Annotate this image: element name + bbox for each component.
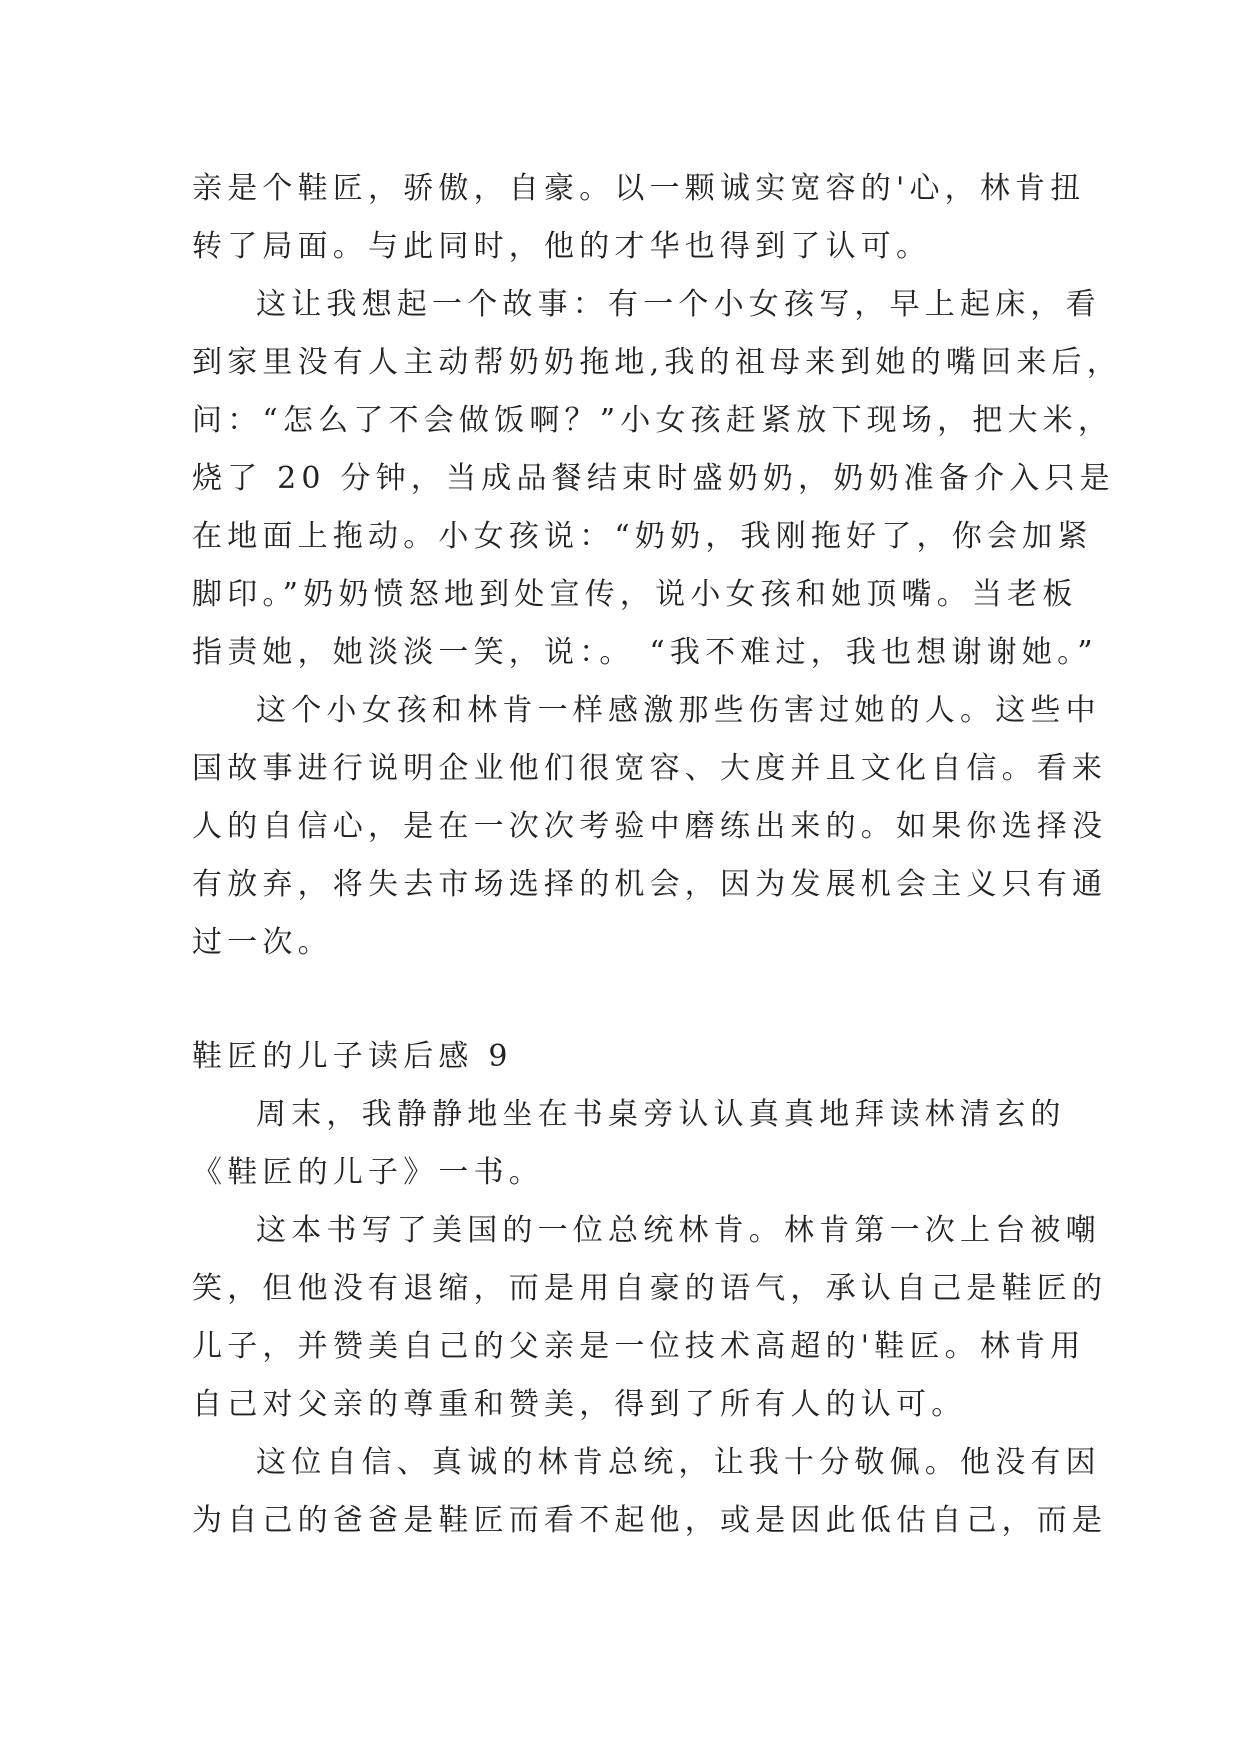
section-heading: 鞋匠的儿子读后感 9	[192, 1039, 513, 1074]
paragraph-line: 为自己的爸爸是鞋匠而看不起他，或是因此低估自己，而是	[192, 1503, 1108, 1538]
paragraph-line: 脚印。”奶奶愤怒地到处宣传，说小女孩和她顶嘴。当老板	[192, 577, 1078, 612]
paragraph-line: 烧了 20 分钟，当成品餐结束时盛奶奶，奶奶准备介入只是	[192, 461, 1115, 496]
paragraph-line: 问：“怎么了不会做饭啊？”小女孩赶紧放下现场，把大米，	[192, 403, 1114, 438]
paragraph-line: 亲是个鞋匠，骄傲，自豪。以一颗诚实宽容的'心，林肯扭	[192, 171, 1086, 206]
paragraph-line: 在地面上拖动。小女孩说：“奶奶，我刚拖好了，你会加紧	[192, 519, 1093, 554]
paragraph-line: 过一次。	[192, 925, 333, 960]
paragraph-line: 这本书写了美国的一位总统林肯。林肯第一次上台被嘲	[256, 1213, 1101, 1248]
paragraph-line: 人的自信心，是在一次次考验中磨练出来的。如果你选择没	[192, 809, 1108, 844]
paragraph-line: 儿子，并赞美自己的父亲是一位技术高超的'鞋匠。林肯用	[192, 1329, 1086, 1364]
paragraph-line: 周末，我静静地坐在书桌旁认认真真地拜读林清玄的	[256, 1097, 1066, 1132]
paragraph-line: 这让我想起一个故事：有一个小女孩写，早上起床，看	[256, 287, 1101, 322]
paragraph-line: 笑，但他没有退缩，而是用自豪的语气，承认自己是鞋匠的	[192, 1271, 1108, 1306]
paragraph-line: 有放弃，将失去市场选择的机会，因为发展机会主义只有通	[192, 867, 1108, 902]
paragraph-line: 指责她，她淡淡一笑，说：。 “我不难过，我也想谢谢她。”	[192, 635, 1098, 670]
paragraph-line: 这个小女孩和林肯一样感激那些伤害过她的人。这些中	[256, 693, 1101, 728]
paragraph-line: 《鞋匠的儿子》一书。	[192, 1155, 544, 1190]
paragraph-line: 转了局面。与此同时，他的才华也得到了认可。	[192, 229, 932, 264]
paragraph-line: 到家里没有人主动帮奶奶拖地,我的祖母来到她的嘴回来后，	[192, 345, 1122, 380]
paragraph-line: 国故事进行说明企业他们很宽容、大度并且文化自信。看来	[192, 751, 1108, 786]
paragraph-line: 自己对父亲的尊重和赞美，得到了所有人的认可。	[192, 1387, 967, 1422]
paragraph-line: 这位自信、真诚的林肯总统，让我十分敬佩。他没有因	[256, 1445, 1101, 1480]
